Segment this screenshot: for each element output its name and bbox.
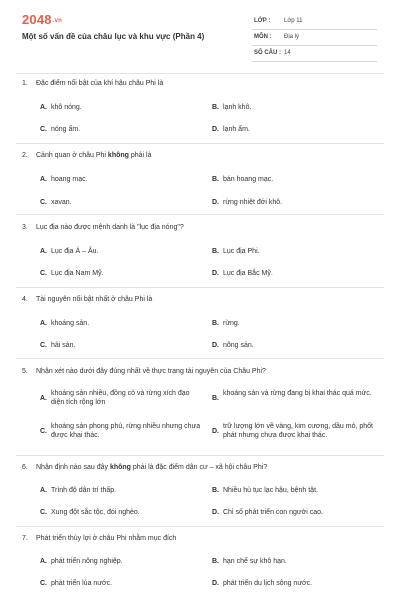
question-keyword: không <box>109 464 131 471</box>
question-number: 7. <box>22 535 28 542</box>
option-text: hoang mạc. <box>51 176 88 183</box>
question-stem <box>22 368 382 375</box>
option-letter: C. <box>40 126 47 133</box>
option-letter: D. <box>212 509 219 516</box>
option-letter: A. <box>40 320 47 327</box>
option-text: Trình độ dân trí thấp. <box>51 487 117 494</box>
option-text: khô nóng. <box>51 104 82 111</box>
option-letter: D. <box>212 342 219 349</box>
question-divider <box>16 358 384 359</box>
option-text: trữ lượng lớn về vàng, kim cương, dầu mỏ, phốt phát nhưng chưa được khai thác. <box>223 423 374 439</box>
option-text: nóng ẩm. <box>51 126 81 133</box>
option-text: khoáng sản. <box>51 320 90 327</box>
question-text: Nhận định nào sau đây <box>36 464 110 471</box>
question-text: Lục địa nào được mệnh danh là "lục địa nóng"? <box>36 224 184 231</box>
option-text: Nhiều hủ tục lạc hậu, bệnh tật. <box>223 487 318 494</box>
option-letter: D. <box>212 199 219 206</box>
option-text: phát triển nông nghiệp. <box>51 558 123 565</box>
option-text: lạnh ẩm. <box>223 126 250 133</box>
question-text-end: phải là <box>128 152 152 159</box>
option-text: phát triển du lịch sông nước. <box>223 580 313 587</box>
option-text: bán hoang mạc. <box>223 176 274 183</box>
meta-class-row <box>252 14 377 30</box>
question-number: 5. <box>22 368 28 375</box>
question-stem <box>22 224 382 231</box>
document-meta <box>252 14 377 62</box>
question-text: Đặc điểm nổi bật của khí hậu châu Phi là <box>36 80 164 87</box>
option-letter: B. <box>212 176 219 183</box>
logo-suffix: .vn <box>52 17 63 24</box>
option-text: hải sản. <box>51 342 76 349</box>
option-text: Lục địa Á – Âu. <box>51 248 99 255</box>
option-text: khoáng sản và rừng đang bị khai thác quá mức. <box>223 390 372 397</box>
question-number: 2. <box>22 152 28 159</box>
question-text: Phát triển thủy lợi ở châu Phi nhằm mục đích <box>36 535 177 542</box>
option-letter: B. <box>212 248 219 255</box>
question-stem <box>22 296 382 303</box>
option-text: hạn chế sự khô hạn. <box>223 558 287 565</box>
question-keyword: không <box>107 152 129 159</box>
meta-subject-row <box>252 30 377 46</box>
document-title: Một số vấn đề của châu lục và khu vực (Phần 4) <box>22 32 205 41</box>
option-letter: C. <box>40 428 47 435</box>
option-letter: D. <box>212 126 219 133</box>
option-text: Lục địa Nam Mỹ. <box>51 270 104 277</box>
option-letter: B. <box>212 104 219 111</box>
meta-count-label: SỐ CÂU : <box>254 50 281 56</box>
option-letter: C. <box>40 342 47 349</box>
question-divider <box>16 143 384 144</box>
option-letter: C. <box>40 509 47 516</box>
option-letter: C. <box>40 580 47 587</box>
question-number: 6. <box>22 464 28 471</box>
option-text: xavan. <box>51 199 72 206</box>
option-letter: A. <box>40 558 47 565</box>
question-text-end: phải là đặc điểm dân cư – xã hội châu Phi? <box>130 464 268 471</box>
question-stem <box>22 152 382 159</box>
page-header <box>0 0 400 62</box>
question-text: Tài nguyên nổi bật nhất ở châu Phi là <box>36 296 153 303</box>
option-letter: C. <box>40 270 47 277</box>
meta-class-label: LỚP : <box>254 18 271 24</box>
option-text: khoáng sản nhiều, đồng cỏ và rừng xích đạo diện tích rộng lớn <box>51 390 190 406</box>
question-number: 1. <box>22 80 28 87</box>
meta-class-value: Lớp 11 <box>284 18 303 24</box>
option-text: rừng. <box>223 320 240 327</box>
option-letter: B. <box>212 558 219 565</box>
option-letter: D. <box>212 580 219 587</box>
question-stem <box>22 535 382 542</box>
meta-count-value: 14 <box>284 50 291 56</box>
question-number: 3. <box>22 224 28 231</box>
option-letter: A. <box>40 395 47 402</box>
option-letter: B. <box>212 320 219 327</box>
meta-subject-value: Địa lý <box>284 34 300 40</box>
option-letter: D. <box>212 428 219 435</box>
option-text: Lục địa Bắc Mỹ. <box>223 270 273 277</box>
option-text: rừng nhiệt đới khô. <box>223 199 283 206</box>
option-letter: A. <box>40 248 47 255</box>
option-text: Xung đột sắc tộc, đói nghèo. <box>51 509 140 516</box>
option-letter: D. <box>212 270 219 277</box>
option-letter: B. <box>212 395 219 402</box>
option-letter: B. <box>212 487 219 494</box>
site-logo[interactable] <box>22 12 62 27</box>
option-letter: A. <box>40 487 47 494</box>
question-text: Nhận xét nào dưới đây đúng nhất về thực trạng tài nguyên của Châu Phi? <box>36 368 266 375</box>
header-divider <box>16 73 384 74</box>
logo-text: 2048 <box>22 12 52 27</box>
question-divider <box>16 214 384 215</box>
option-text: Chỉ số phát triển con người cao. <box>223 509 323 516</box>
question-divider <box>16 526 384 527</box>
question-divider <box>16 455 384 456</box>
question-divider <box>16 287 384 288</box>
option-text: nông sản. <box>223 342 254 349</box>
option-letter: A. <box>40 104 47 111</box>
option-text: lạnh khô. <box>223 104 252 111</box>
question-stem <box>22 80 382 87</box>
option-text: phát triển lúa nước. <box>51 580 113 587</box>
option-letter: A. <box>40 176 47 183</box>
question-text: Cảnh quan ở châu Phi <box>36 152 108 159</box>
option-text: khoáng sản phong phú, rừng nhiều nhưng chưa được khai thác. <box>51 423 201 439</box>
option-text: Lục địa Phi. <box>223 248 260 255</box>
option-letter: C. <box>40 199 47 206</box>
meta-count-row <box>252 46 377 62</box>
question-stem <box>22 464 382 471</box>
meta-subject-label: MÔN : <box>254 34 272 40</box>
question-number: 4. <box>22 296 28 303</box>
